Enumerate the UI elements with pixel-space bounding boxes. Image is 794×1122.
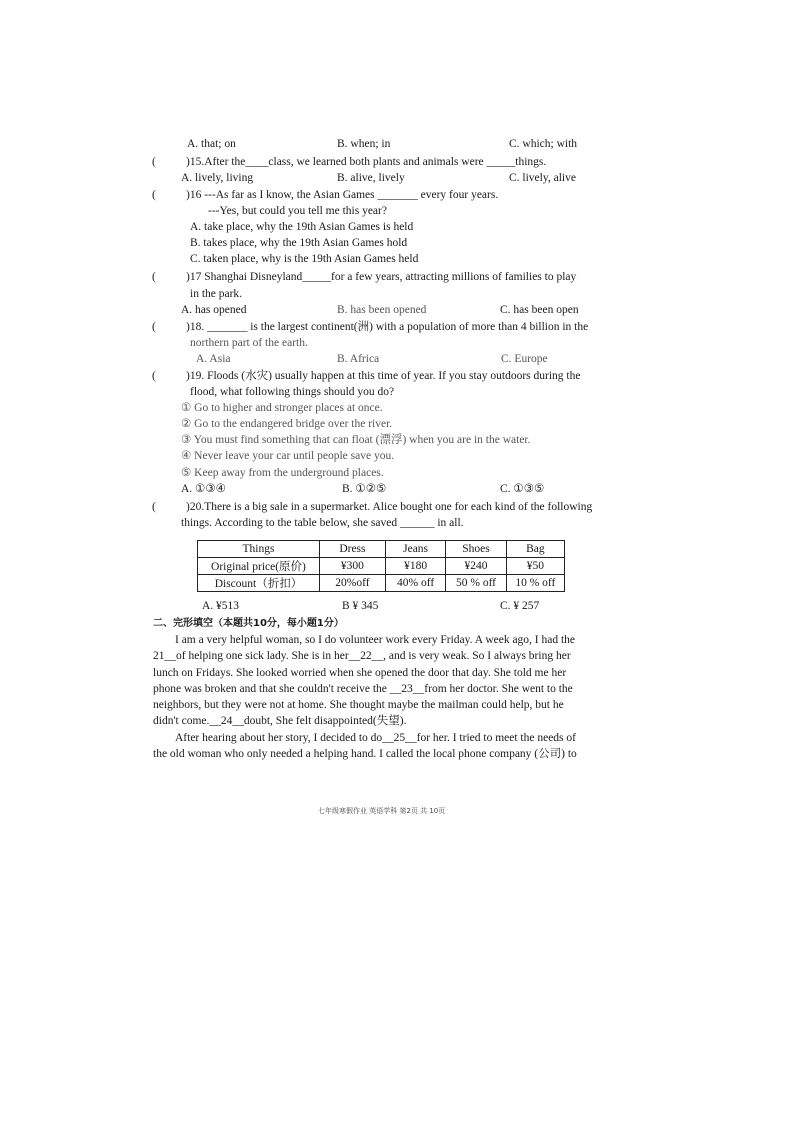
q18-option-b: B. Africa [337,353,380,365]
cloze-paragraph-2 [153,730,623,763]
q15-option-a: A. lively, living [181,172,254,184]
table-cell: Bag [506,541,564,558]
q20-option-a: A. ¥513 [202,600,240,612]
q18-option-a: A. Asia [196,353,231,365]
table-cell: ¥300 [319,558,385,575]
q19-line2: flood, what following things should you do? [190,386,395,398]
q18-stem: )18. _______ is the largest continent(洲) with a population of more than 4 billion in the [186,321,589,333]
q20-option-b: B ¥ 345 [342,600,379,612]
q19-paren: ( [152,370,156,382]
q20-line2: things. According to the table below, she saved ______ in all. [181,517,464,529]
q19-item-3: ③ You must find something that can float (漂浮) when you are in the water. [181,434,531,446]
q16-stem: )16 ---As far as I know, the Asian Games _______ every four years. [186,189,499,201]
q20-stem: )20.There is a big sale in a supermarket. Alice bought one for each kind of the following [186,501,593,513]
q19-option-a: A. ①③④ [181,483,226,495]
table-cell: ¥50 [506,558,564,575]
q17-option-c: C. has been open [500,304,579,316]
q14-option-b: B. when; in [337,138,391,150]
q19-item-2: ② Go to the endangered bridge over the river. [181,418,393,430]
table-cell: ¥240 [446,558,506,575]
table-cell: Dress [319,541,385,558]
q16-line2: ---Yes, but could you tell me this year? [208,205,387,217]
q15-stem: )15.After the____class, we learned both plants and animals were _____things. [186,156,547,168]
q19-option-b: B. ①②⑤ [342,483,387,495]
table-cell: 10 % off [506,575,564,592]
q18-option-c: C. Europe [501,353,548,365]
table-cell: Shoes [446,541,506,558]
q15-option-c: C. lively, alive [509,172,576,184]
table-cell: ¥180 [385,558,445,575]
q19-item-4: ④ Never leave your car until people save you. [181,450,395,462]
q16-option-a: A. take place, why the 19th Asian Games is held [190,221,414,233]
cloze-line: I am a very helpful woman, so I do volunteer work every Friday. A week ago, I had the [175,634,576,646]
q14-option-a: A. that; on [187,138,236,150]
q15-paren: ( [152,156,156,168]
q17-paren: ( [152,271,156,283]
section-title: 二、完形填空（本题共10分，每小题1分） [153,618,344,629]
cloze-line: phone was broken and that she couldn't receive the __23__from her doctor. She went to the [153,682,573,695]
price-table [197,540,565,592]
q15-option-b: B. alive, lively [337,172,405,184]
cloze-line: the old woman who only needed a helping hand. I called the local phone company (公司) to [153,748,577,761]
q16-paren: ( [152,189,156,201]
cloze-line: neighbors, but they were not at home. She thought maybe the mailman could help, but he [153,699,564,712]
table-row-discount [198,575,565,592]
q19-option-c: C. ①③⑤ [500,483,545,495]
table-row-price [198,558,565,575]
table-cell: Jeans [385,541,445,558]
cloze-line: lunch on Fridays. She looked worried when she opened the door that day. She told me her [153,666,567,679]
table-cell: 40% off [385,575,445,592]
q19-item-1: ① Go to higher and stronger places at once. [181,402,383,414]
cloze-paragraph-1 [153,632,623,730]
table-cell: Things [198,541,320,558]
q16-option-b: B. takes place, why the 19th Asian Games hold [190,237,408,249]
table-cell: Discount（折扣） [198,575,320,592]
q17-option-b: B. has been opened [337,304,427,316]
q20-option-c: C. ¥ 257 [500,600,540,612]
page-footer: 七年级寒假作业 英语学科 第2页 共 10页 [318,807,446,815]
q18-line2: northern part of the earth. [190,337,308,349]
q14-option-c: C. which; with [509,138,578,150]
table-cell: 20%off [319,575,385,592]
cloze-line: didn't come.__24__doubt, She felt disappointed(失望). [153,715,407,728]
q19-stem: )19. Floods (水灾) usually happen at this time of year. If you stay outdoors during the [186,370,581,382]
q17-line2: in the park. [190,288,243,300]
table-cell: Original price(原价) [198,558,320,575]
q16-option-c: C. taken place, why is the 19th Asian Games held [190,253,419,265]
table-row-header [198,541,565,558]
q20-paren: ( [152,501,156,513]
q19-item-5: ⑤ Keep away from the underground places. [181,467,384,479]
cloze-line: After hearing about her story, I decided to do__25__for her. I tried to meet the needs of [175,732,576,744]
table-cell: 50 % off [446,575,506,592]
q17-stem: )17 Shanghai Disneyland_____for a few years, attracting millions of families to play [186,271,577,283]
q18-paren: ( [152,321,156,333]
q17-option-a: A. has opened [181,304,247,316]
cloze-line: 21__of helping one sick lady. She is in her__22__, and is very weak. So I always bring her [153,650,571,663]
